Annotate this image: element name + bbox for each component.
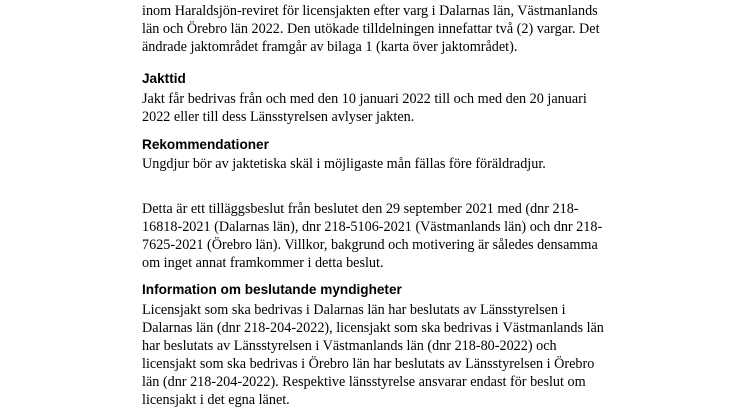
- jakttid-line: 2022 eller till dess Länsstyrelsen avlyser jakten.: [142, 109, 415, 125]
- intro-line: inom Haraldsjön-reviret för licensjakten efter varg i Dalarnas län, Västmanlands: [142, 3, 598, 19]
- tillagg-line: Detta är ett tilläggsbeslut från beslutet den 29 september 2021 med (dnr 218-: [142, 201, 579, 217]
- information-paragraph: [142, 301, 642, 409]
- tillagg-line: om inget annat framkommer i detta beslut.: [142, 255, 384, 271]
- intro-paragraph: [142, 0, 642, 56]
- information-line: licensjakt i det egna länet.: [142, 392, 290, 408]
- rekommendationer-heading: Rekommendationer: [142, 137, 269, 152]
- information-line: Dalarnas län (dnr 218-204-2022), licensjakt som ska bedrivas i Västmanlands län: [142, 320, 604, 336]
- jakttid-paragraph: [142, 90, 642, 126]
- information-line: licensjakt som ska bedrivas i Örebro län har beslutats av Länsstyrelsen i Örebro: [142, 356, 595, 372]
- rekommendationer-paragraph: [142, 155, 642, 173]
- tillagg-line: 7625-2021 (Örebro län). Villkor, bakgrund och motivering är således densamma: [142, 237, 598, 253]
- jakttid-heading: Jakttid: [142, 71, 186, 86]
- tillagg-paragraph: [142, 200, 642, 272]
- information-line: Licensjakt som ska bedrivas i Dalarnas län har beslutats av Länsstyrelsen i: [142, 302, 566, 318]
- document-page: [142, 0, 642, 409]
- tillagg-line: 16818-2021 (Dalarnas län), dnr 218-5106-2021 (Västmanlands län) och dnr 218-: [142, 219, 603, 235]
- jakttid-line: Jakt får bedrivas från och med den 10 januari 2022 till och med den 20 januari: [142, 91, 587, 107]
- information-heading: Information om beslutande myndigheter: [142, 282, 402, 297]
- intro-line: län och Örebro län 2022. Den utökade tilldelningen innefattar två (2) vargar. Det: [142, 21, 600, 37]
- intro-line: ändrade jaktområdet framgår av bilaga 1 (karta över jaktområdet).: [142, 39, 518, 55]
- information-line: län (dnr 218-204-2022). Respektive länsstyrelse ansvarar endast för beslut om: [142, 374, 586, 390]
- rekommendationer-line: Ungdjur bör av jaktetiska skäl i möjligaste mån fällas före föräldradjur.: [142, 156, 546, 172]
- information-line: har beslutats av Länsstyrelsen i Västmanlands län (dnr 218-80-2022) och: [142, 338, 557, 354]
